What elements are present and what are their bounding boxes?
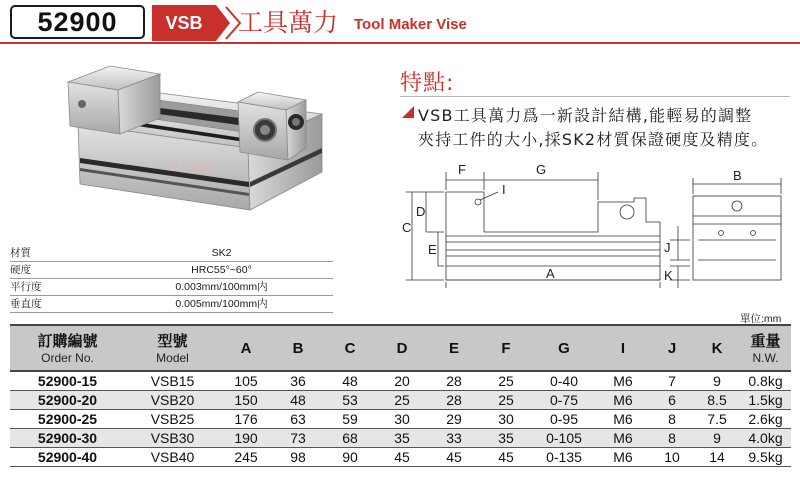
col-order-no: 訂購編號 Order No. — [10, 325, 125, 371]
cell-I: M6 — [596, 371, 650, 391]
cell-order: 52900-40 — [10, 448, 125, 467]
spec-row-perpendicularity — [10, 297, 333, 313]
cell-E: 33 — [428, 429, 480, 448]
cell-I: M6 — [596, 429, 650, 448]
cell-C: 68 — [324, 429, 376, 448]
cell-weight: 0.8kg — [740, 371, 791, 391]
dim-label-B: B — [733, 168, 742, 183]
watermark-text: 思诚资源 — [168, 161, 212, 173]
dim-label-A: A — [546, 266, 555, 281]
cell-B: 98 — [272, 448, 324, 467]
product-title-cn: 工具萬力 — [238, 8, 339, 37]
cell-model: VSB40 — [125, 448, 220, 467]
cell-J: 7 — [650, 371, 694, 391]
cell-C: 53 — [324, 391, 376, 410]
dim-label-K: K — [664, 268, 673, 283]
cell-order: 52900-30 — [10, 429, 125, 448]
dim-label-I: I — [502, 182, 506, 197]
cell-A: 190 — [220, 429, 272, 448]
cell-order: 52900-20 — [10, 391, 125, 410]
cell-F: 25 — [480, 371, 532, 391]
spec-row-hardness — [10, 263, 333, 279]
cell-G: 0-105 — [532, 429, 596, 448]
spec-label: 平行度 — [10, 281, 42, 293]
cell-F: 25 — [480, 391, 532, 410]
triangle-bullet-icon — [402, 106, 414, 118]
cell-C: 48 — [324, 371, 376, 391]
dim-label-J: J — [664, 240, 671, 255]
cell-K: 8.5 — [694, 391, 740, 410]
spec-label: 材質 — [10, 247, 31, 259]
dimension-drawing — [398, 160, 798, 290]
cell-B: 63 — [272, 410, 324, 429]
cell-A: 245 — [220, 448, 272, 467]
col-C: C — [324, 325, 376, 371]
cell-B: 48 — [272, 391, 324, 410]
product-code: 52900 — [10, 5, 145, 39]
cell-F: 45 — [480, 448, 532, 467]
cell-model: VSB15 — [125, 371, 220, 391]
cell-J: 8 — [650, 410, 694, 429]
cell-E: 45 — [428, 448, 480, 467]
table-row — [10, 448, 791, 467]
cell-F: 30 — [480, 410, 532, 429]
col-model: 型號 Model — [125, 325, 220, 371]
cell-I: M6 — [596, 410, 650, 429]
cell-model: VSB30 — [125, 429, 220, 448]
features-line-1: VSB工具萬力爲一新設計結構,能輕易的調整 — [418, 106, 753, 125]
cell-I: M6 — [596, 448, 650, 467]
dimension-table — [10, 324, 791, 467]
col-I: I — [596, 325, 650, 371]
table-row — [10, 429, 791, 448]
table-row — [10, 371, 791, 391]
cell-C: 59 — [324, 410, 376, 429]
col-F: F — [480, 325, 532, 371]
cell-B: 73 — [272, 429, 324, 448]
cell-D: 20 — [376, 371, 428, 391]
spec-value: 0.005mm/100mm内 — [175, 298, 268, 310]
cell-A: 150 — [220, 391, 272, 410]
cell-weight: 2.6kg — [740, 410, 791, 429]
cell-weight: 4.0kg — [740, 429, 791, 448]
col-K: K — [694, 325, 740, 371]
col-J: J — [650, 325, 694, 371]
cell-D: 45 — [376, 448, 428, 467]
cell-model: VSB20 — [125, 391, 220, 410]
cell-J: 8 — [650, 429, 694, 448]
cell-J: 6 — [650, 391, 694, 410]
product-title-en: Tool Maker Vise — [354, 16, 467, 33]
cell-G: 0-95 — [532, 410, 596, 429]
table-row — [10, 391, 791, 410]
cell-K: 9 — [694, 371, 740, 391]
spec-row-material — [10, 246, 333, 262]
spec-row-parallelism — [10, 280, 333, 296]
col-E: E — [428, 325, 480, 371]
dim-label-F: F — [458, 162, 466, 177]
dim-label-G: G — [536, 162, 547, 177]
table-row — [10, 410, 791, 429]
col-D: D — [376, 325, 428, 371]
spec-label: 垂直度 — [10, 298, 42, 310]
cell-D: 25 — [376, 391, 428, 410]
vise-photo — [60, 62, 330, 242]
cell-weight: 9.5kg — [740, 448, 791, 467]
cell-F: 35 — [480, 429, 532, 448]
features-line-2: 夾持工件的大小,採SK2材質保證硬度及精度。 — [418, 130, 769, 149]
cell-B: 36 — [272, 371, 324, 391]
cell-weight: 1.5kg — [740, 391, 791, 410]
header-divider — [0, 42, 800, 44]
cell-D: 35 — [376, 429, 428, 448]
spec-value: 0.003mm/100mm内 — [175, 281, 268, 293]
spec-value: SK2 — [211, 247, 232, 259]
cell-K: 14 — [694, 448, 740, 467]
spec-value: HRC55°~60° — [191, 264, 252, 276]
cell-J: 10 — [650, 448, 694, 467]
cell-A: 105 — [220, 371, 272, 391]
col-B: B — [272, 325, 324, 371]
features-divider — [400, 96, 790, 97]
col-weight: 重量 N.W. — [740, 325, 791, 371]
spec-label: 硬度 — [10, 264, 31, 276]
unit-label: 單位:mm — [740, 313, 782, 325]
table-header-row — [10, 325, 791, 371]
page-header — [0, 0, 800, 44]
cell-E: 28 — [428, 391, 480, 410]
dim-label-E: E — [428, 242, 437, 257]
cell-G: 0-40 — [532, 371, 596, 391]
col-A: A — [220, 325, 272, 371]
features-title: 特點: — [400, 71, 455, 96]
cell-I: M6 — [596, 391, 650, 410]
cell-A: 176 — [220, 410, 272, 429]
cell-E: 28 — [428, 371, 480, 391]
cell-C: 90 — [324, 448, 376, 467]
cell-E: 29 — [428, 410, 480, 429]
cell-order: 52900-25 — [10, 410, 125, 429]
cell-K: 9 — [694, 429, 740, 448]
dim-label-C: C — [402, 220, 412, 235]
cell-order: 52900-15 — [10, 371, 125, 391]
cell-K: 7.5 — [694, 410, 740, 429]
cell-model: VSB25 — [125, 410, 220, 429]
dim-label-D: D — [416, 204, 426, 219]
series-tag: VSB — [152, 5, 216, 41]
col-G: G — [532, 325, 596, 371]
cell-G: 0-135 — [532, 448, 596, 467]
cell-G: 0-75 — [532, 391, 596, 410]
cell-D: 30 — [376, 410, 428, 429]
